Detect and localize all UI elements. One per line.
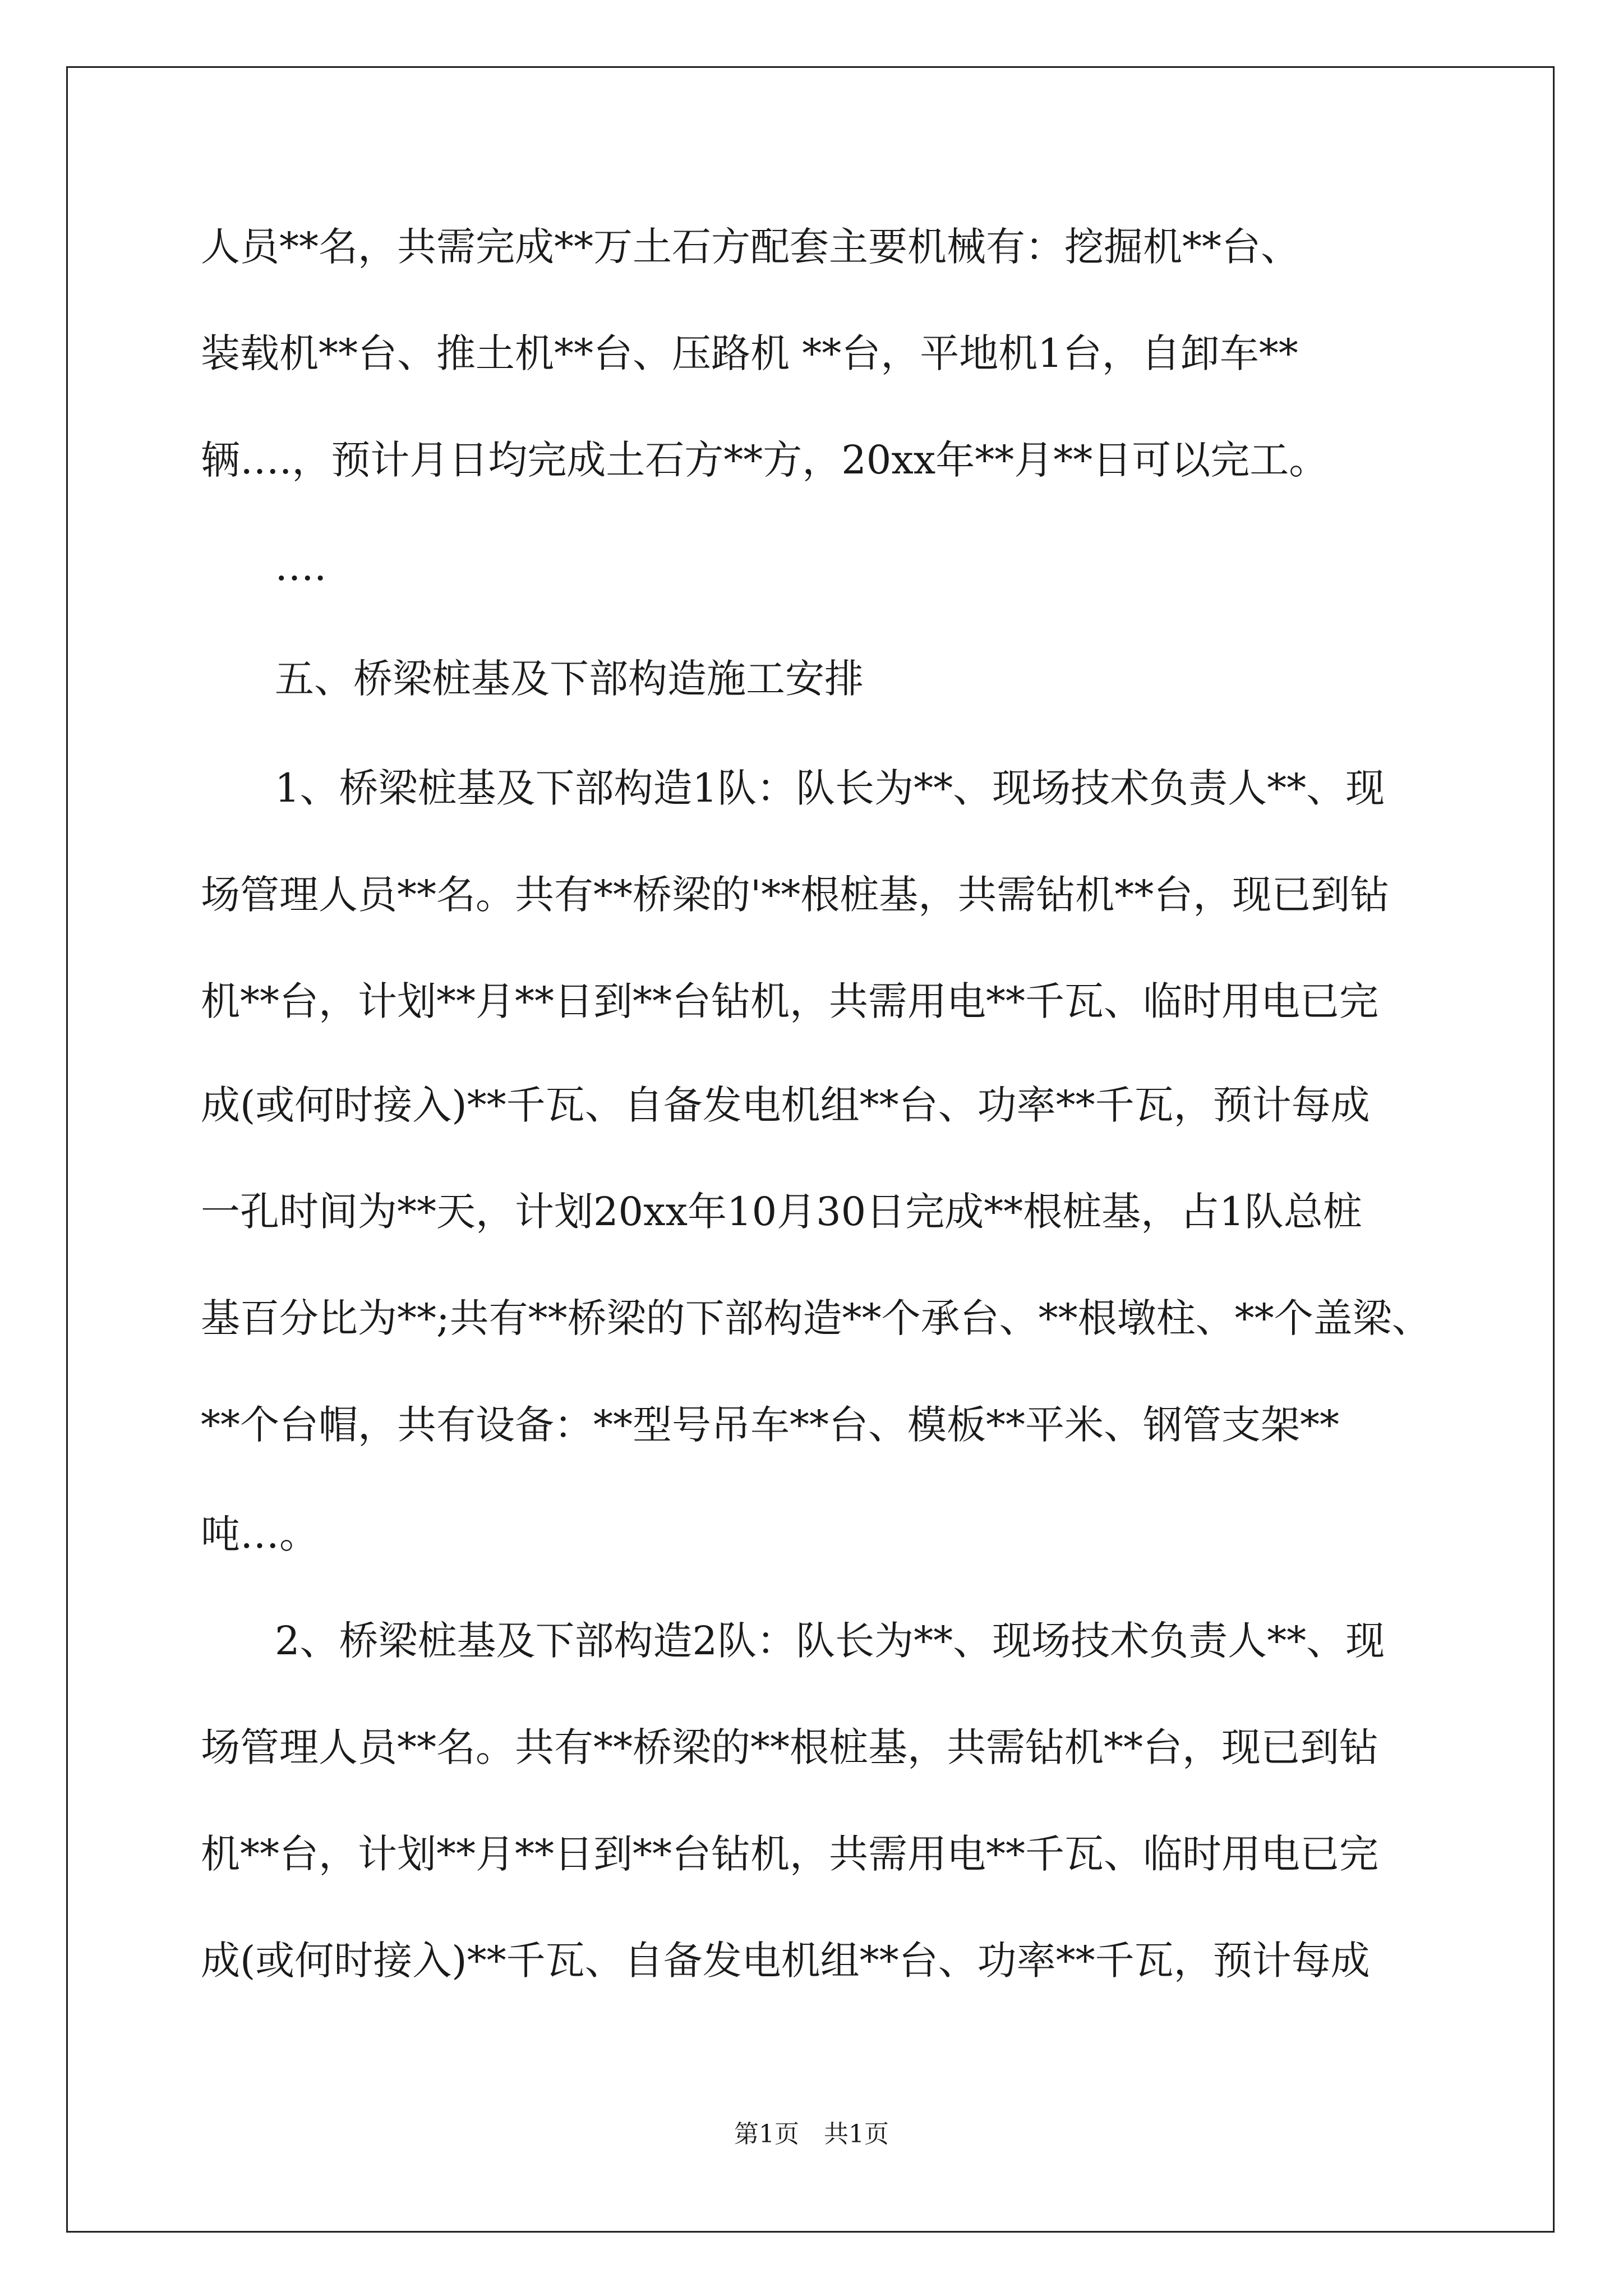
text-line-7: 场管理人员**名。共有**桥梁的'**根桩基，共需钻机**台，现已到钻 bbox=[201, 872, 1390, 918]
text-line-11: 基百分比为**;共有**桥梁的下部构造**个承台、**根墩柱、**个盖梁、 bbox=[201, 1295, 1431, 1341]
text-line-8: 机**台，计划**月**日到**台钻机，共需用电**千瓦、临时用电已完 bbox=[201, 978, 1378, 1024]
section-heading: 五、桥梁桩基及下部构造施工安排 bbox=[275, 656, 864, 702]
text-line-13: 吨…。 bbox=[201, 1511, 319, 1557]
text-line-1: 人员**名，共需完成**万土石方配套主要机械有：挖掘机**台、 bbox=[201, 224, 1300, 270]
text-line-4: …. bbox=[275, 544, 327, 590]
text-line-2: 装载机**台、推土机**台、压路机 **台，平地机1台，自卸车** bbox=[201, 330, 1298, 376]
text-line-9: 成(或何时接入)**千瓦、自备发电机组**台、功率**千瓦，预计每成 bbox=[201, 1082, 1370, 1128]
text-line-17: 成(或何时接入)**千瓦、自备发电机组**台、功率**千瓦，预计每成 bbox=[201, 1938, 1370, 1984]
text-line-6: 1、桥梁桩基及下部构造1队：队长为**、现场技术负责人**、现 bbox=[275, 765, 1385, 811]
text-line-10: 一孔时间为**天，计划20xx年10月30日完成**根桩基，占1队总桩 bbox=[201, 1189, 1362, 1235]
page-footer: 第1页 共1页 bbox=[734, 2120, 889, 2148]
page-border bbox=[66, 66, 1555, 2233]
text-line-15: 场管理人员**名。共有**桥梁的**根桩基，共需钻机**台，现已到钻 bbox=[201, 1724, 1378, 1770]
text-line-16: 机**台，计划**月**日到**台钻机，共需用电**千瓦、临时用电已完 bbox=[201, 1831, 1378, 1877]
text-line-12: **个台帽，共有设备：**型号吊车**台、模板**平米、钢管支架** bbox=[201, 1402, 1339, 1448]
text-line-14: 2、桥梁桩基及下部构造2队：队长为**、现场技术负责人**、现 bbox=[275, 1618, 1385, 1664]
text-line-3: 辆….，预计月日均完成土石方**方，20xx年**月**日可以完工。 bbox=[201, 437, 1329, 483]
